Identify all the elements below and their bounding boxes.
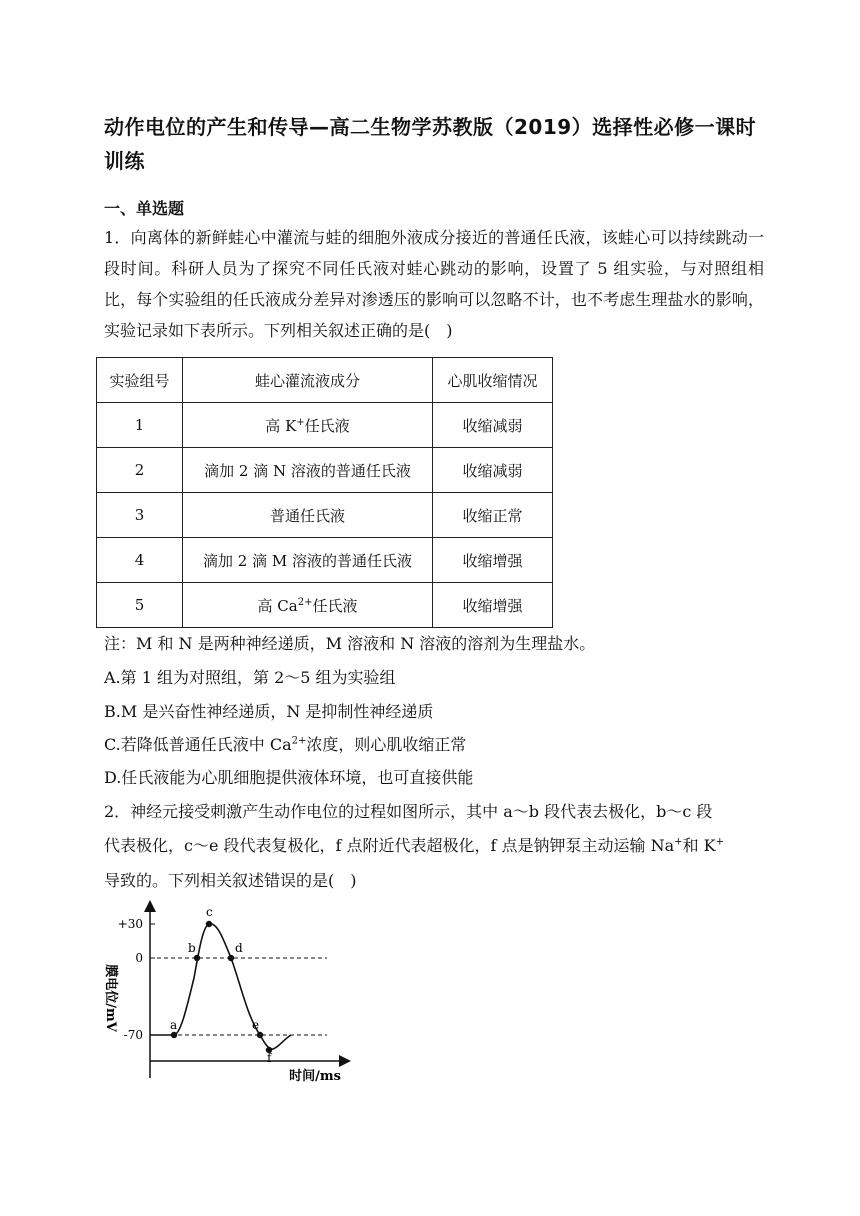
curve-point-label: e [252,1018,260,1032]
solution-text: 高 K [265,416,297,435]
table-row [97,403,553,448]
curve-point-label: a [170,1018,178,1032]
table-row [97,493,553,538]
solution-text: 高 Ca [257,596,298,615]
table-row [97,538,553,583]
solution-text: 滴加 2 滴 M 溶液的普通任氏液 [203,551,412,570]
solution-cell [183,583,433,628]
ion-charge: + [715,836,724,848]
header-cell: 实验组号 [97,358,183,403]
action-potential-figure [95,898,355,1088]
solution-text: 普通任氏液 [269,506,345,525]
result-cell: 收缩增强 [433,538,553,583]
result-cell: 收缩增强 [433,583,553,628]
table-header-row [97,358,553,403]
curve-point-e [257,1032,263,1038]
y-tick-label: +30 [117,917,143,931]
solution-text: 滴加 2 滴 N 溶液的普通任氏液 [204,461,411,480]
option-a: A.第 1 组为对照组，第 2～5 组为实验组 [104,668,396,687]
table-row [97,448,553,493]
ion-charge: + [674,836,683,848]
y-tick-label: -70 [123,1028,143,1042]
table-note: 注：M 和 N 是两种神经递质，M 溶液和 N 溶液的溶剂为生理盐水。 [104,634,596,653]
group-cell: 4 [97,538,183,583]
option-d: D.任氏液能为心肌细胞提供液体环境，也可直接供能 [104,768,474,787]
header-cell: 心肌收缩情况 [433,358,553,403]
result-cell: 收缩正常 [433,493,553,538]
solution-cell [183,403,433,448]
option-c-suffix: 浓度，则心肌收缩正常 [306,735,467,754]
curve-point-label: b [188,941,196,955]
ion-charge: + [296,416,305,428]
q2-text: 和 K [682,836,716,855]
experiment-table [96,357,553,628]
question-2-line-3: 导致的。下列相关叙述错误的是( ) [104,871,357,890]
curve-point-label: d [235,941,243,955]
curve-point-d [228,955,234,961]
x-axis-label: 时间/ms [289,1069,341,1084]
curve-point-c [206,921,212,927]
solution-cell [183,448,433,493]
question-1-stem: 1．向离体的新鲜蛙心中灌流与蛙的细胞外液成分接近的普通任氏液，该蛙心可以持续跳动一段时间。科研人员为了探究不同任氏液对蛙心跳动的影响，设置了 5 组实验，与对照组相比，每个实验组的任氏液成分差异对渗透压的影响可以忽略不计，也不考虑生理盐水的影响，实验记录如下表所示。下列相关叙述正确的是( ) [104,228,764,340]
question-2-line-1: 2．神经元接受刺激产生动作电位的过程如图所示，其中 a～b 段代表去极化，b～c 段 [104,802,713,821]
option-c-text: C.若降低普通任氏液中 Ca [104,735,292,754]
group-cell: 1 [97,403,183,448]
ion-charge: 2+ [297,596,313,608]
solution-suffix: 任氏液 [304,416,350,435]
solution-cell [183,493,433,538]
table-row [97,583,553,628]
option-b: B.M 是兴奋性神经递质，N 是抑制性神经递质 [104,702,434,721]
result-cell: 收缩减弱 [433,403,553,448]
curve-point-b [194,955,200,961]
question-2-line-2 [104,835,724,857]
document-title: 动作电位的产生和传导—高二生物学苏教版（2019）选择性必修一课时训练 [104,115,757,173]
solution-suffix: 任氏液 [312,596,358,615]
section-heading: 一、单选题 [104,199,185,218]
group-cell: 2 [97,448,183,493]
y-axis-label: 膜电位/mV [103,964,118,1032]
curve-point-label: f [267,1051,272,1065]
curve-point-label: c [206,905,213,919]
group-cell: 5 [97,583,183,628]
option-c [104,734,466,756]
header-cell: 蛙心灌流液成分 [183,358,433,403]
solution-cell [183,538,433,583]
y-tick-label: 0 [135,951,143,965]
group-cell: 3 [97,493,183,538]
result-cell: 收缩减弱 [433,448,553,493]
ion-charge: 2+ [291,735,307,747]
q2-text: 代表极化，c～e 段代表复极化，f 点附近代表超极化，f 点是钠钾泵主动运输 Na [104,836,675,855]
curve-point-a [171,1032,177,1038]
